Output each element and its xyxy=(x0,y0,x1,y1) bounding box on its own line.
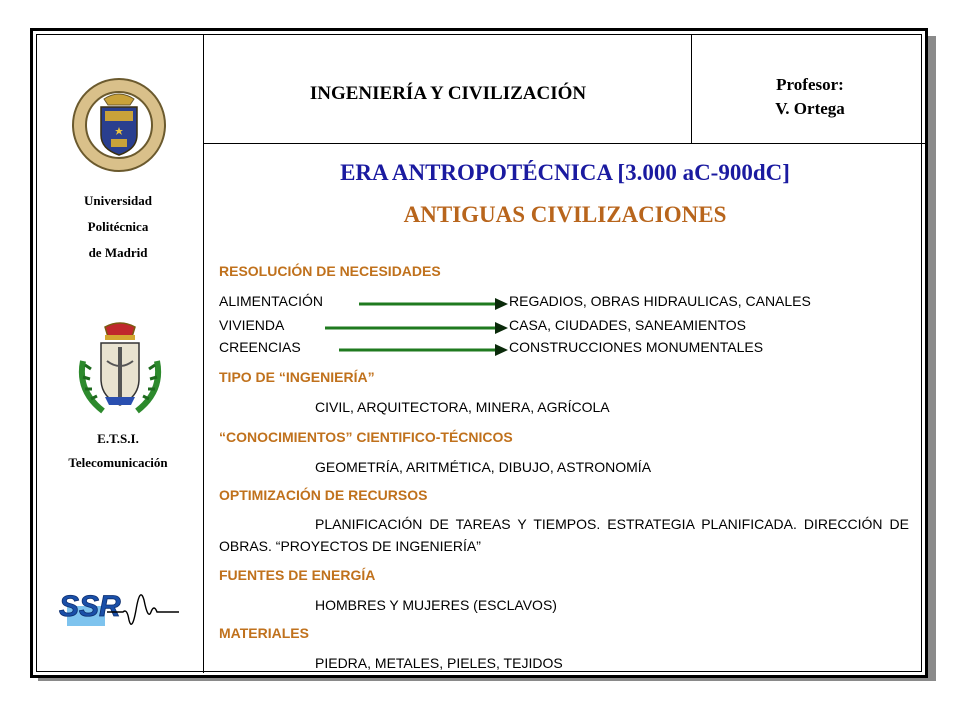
university-name-line-2: Politécnica xyxy=(87,219,149,234)
optimization-heading: OPTIMIZACIÓN DE RECURSOS xyxy=(219,487,428,503)
knowledge-text: GEOMETRÍA, ARITMÉTICA, DIBUJO, ASTRONOMÍA xyxy=(315,459,652,475)
engineering-type-text: CIVIL, ARQUITECTORA, MINERA, AGRÍCOLA xyxy=(315,399,610,415)
optimization-text: PLANIFICACIÓN DE TAREAS Y TIEMPOS. ESTRATEGIA PLANIFICADA. DIRECCIÓN DE OBRAS. “PROYECTOS DE INGENIERÍA” xyxy=(219,516,909,554)
need-label-beliefs: CREENCIAS xyxy=(219,339,301,355)
slide-title: ERA ANTROPOTÉCNICA [3.000 aC-900dC] xyxy=(340,160,790,185)
school-name-line-2: Telecomunicación xyxy=(68,455,168,470)
knowledge-heading: “CONOCIMIENTOS” CIENTIFICO-TÉCNICOS xyxy=(219,429,513,445)
materials-text: PIEDRA, METALES, PIELES, TEJIDOS xyxy=(315,655,563,671)
need-label-housing: VIVIENDA xyxy=(219,317,285,333)
sidebar-divider xyxy=(203,35,204,673)
upm-seal-icon xyxy=(71,77,167,173)
ssr-logo-text: SSR xyxy=(59,590,121,623)
solution-label-housing: CASA, CIUDADES, SANEAMIENTOS xyxy=(509,317,747,333)
arrow-right-icon xyxy=(359,295,509,313)
need-label-food: ALIMENTACIÓN xyxy=(219,293,323,309)
energy-text: HOMBRES Y MUJERES (ESCLAVOS) xyxy=(315,597,557,613)
arrow-right-icon xyxy=(325,319,509,337)
professor-name: V. Ortega xyxy=(775,99,845,118)
etsit-coat-of-arms-icon xyxy=(77,321,163,417)
materials-heading: MATERIALES xyxy=(219,625,309,641)
arrow-right-icon xyxy=(339,341,509,359)
solution-label-beliefs: CONSTRUCCIONES MONUMENTALES xyxy=(509,339,764,355)
needs-heading: RESOLUCIÓN DE NECESIDADES xyxy=(219,263,441,279)
slide-subtitle: ANTIGUAS CIVILIZACIONES xyxy=(403,202,727,227)
header-divider xyxy=(203,143,927,144)
ssr-logo-icon xyxy=(53,576,193,636)
solution-label-food: REGADIOS, OBRAS HIDRAULICAS, CANALES xyxy=(509,293,811,309)
university-name-line-3: de Madrid xyxy=(88,245,148,260)
professor-label: Profesor: xyxy=(776,75,844,94)
school-name-line-1: E.T.S.I. xyxy=(97,431,139,446)
energy-heading: FUENTES DE ENERGÍA xyxy=(219,567,376,583)
slide-frame xyxy=(30,28,928,678)
course-title: INGENIERÍA Y CIVILIZACIÓN xyxy=(309,83,587,104)
engineering-type-heading: TIPO DE “INGENIERÍA” xyxy=(219,369,375,385)
university-name-line-1: Universidad xyxy=(84,193,152,208)
